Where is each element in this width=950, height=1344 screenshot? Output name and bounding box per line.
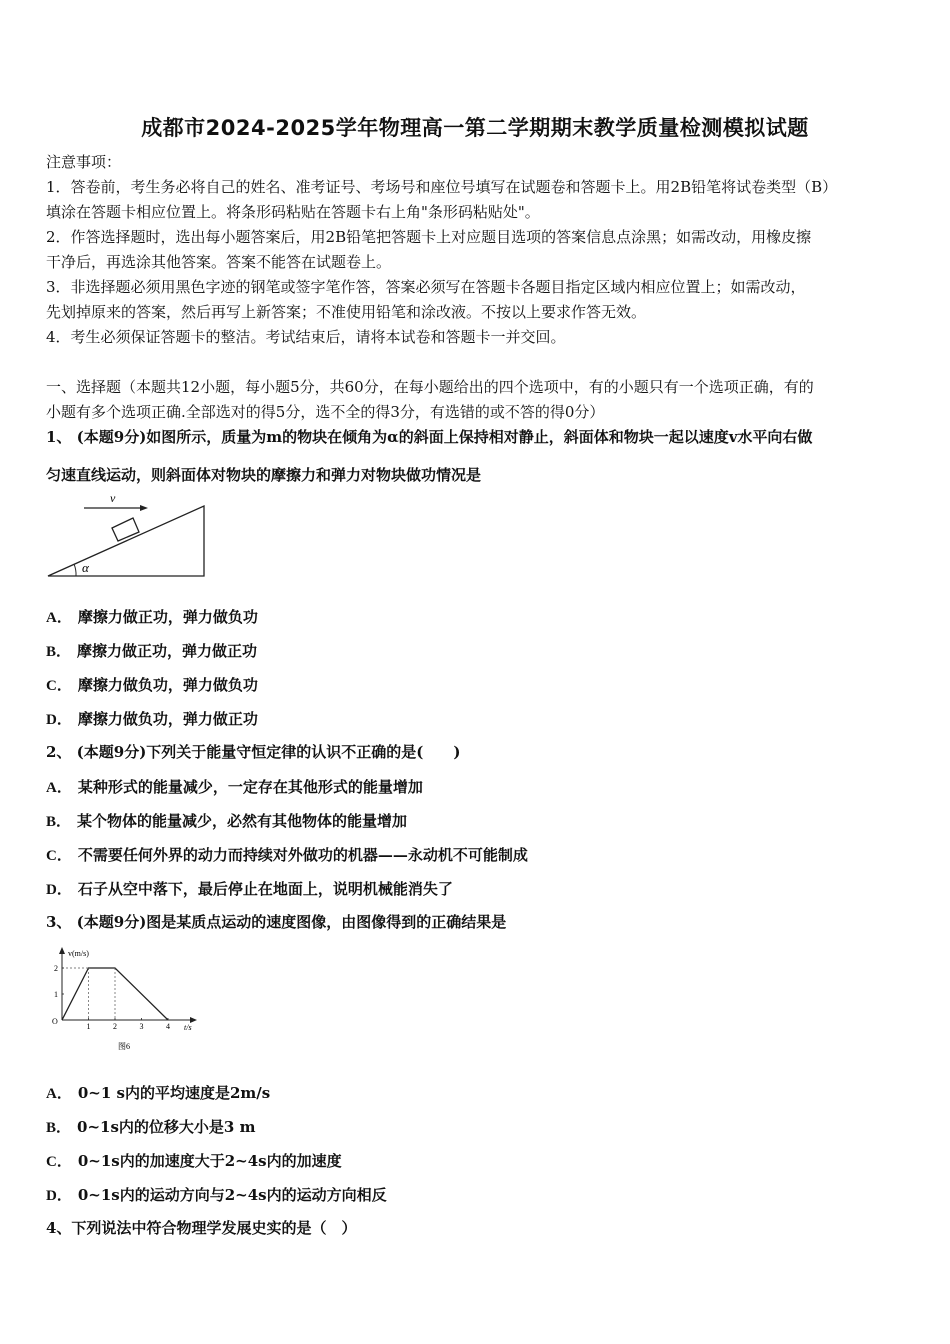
- x-tick-label: 1: [86, 1022, 91, 1031]
- option-item[interactable]: [46, 844, 528, 865]
- notice-line: 先划掉原来的答案，然后再写上新答案；不准使用铅笔和涂改液。不按以上要求作答无效。: [46, 303, 647, 321]
- notice-heading: 注意事项：: [46, 153, 122, 171]
- x-tick-label: 2: [113, 1022, 117, 1031]
- option-label: A．: [46, 610, 72, 626]
- option-text: 摩擦力做负功，弹力做负功: [77, 676, 258, 694]
- option-item[interactable]: [46, 674, 258, 695]
- x-tick-label: 4: [166, 1022, 170, 1031]
- option-item[interactable]: [46, 1184, 387, 1205]
- option-text: 0~1s内的运动方向与2~4s内的运动方向相反: [77, 1186, 387, 1204]
- arrow-head: [140, 505, 148, 511]
- angle-label: α: [82, 560, 89, 575]
- option-text: 石子从空中落下，最后停止在地面上，说明机械能消失了: [77, 880, 453, 898]
- option-label: C．: [46, 1154, 72, 1170]
- option-text: 不需要任何外界的动力而持续对外做功的机器——永动机不可能制成: [77, 846, 528, 864]
- q1-stem: 匀速直线运动，则斜面体对物块的摩擦力和弹力对物块做功情况是: [46, 466, 482, 484]
- y-axis-label: v(m/s): [68, 949, 89, 958]
- option-item[interactable]: [46, 640, 257, 661]
- q3-stem: 3、 (本题9分)图是某质点运动的速度图像，由图像得到的正确结果是: [46, 913, 507, 931]
- angle-arc: [74, 564, 76, 576]
- q3-velocity-time-chart: [44, 944, 204, 1056]
- section-header: 小题有多个选项正确.全部选对的得5分，选不全的得3分，有选错的或不答的得0分）: [46, 403, 605, 421]
- option-item[interactable]: [46, 776, 423, 797]
- option-text: 某种形式的能量减少，一定存在其他形式的能量增加: [77, 778, 423, 796]
- notice-line: 4．考生必须保证答题卡的整洁。考试结束后，请将本试卷和答题卡一并交回。: [46, 328, 566, 346]
- notice-line: 3．非选择题必须用黑色字迹的钢笔或签字笔作答，答案必须写在答题卡各题目指定区域内相应位置上；如需改动，: [46, 278, 806, 296]
- option-item[interactable]: [46, 1082, 270, 1103]
- chart-marks: [54, 964, 170, 1031]
- option-item[interactable]: [46, 606, 258, 627]
- option-item[interactable]: [46, 1150, 342, 1171]
- notice-line: 2．作答选择题时，选出每小题答案后，用2B铅笔把答题卡上对应题目选项的答案信息点涂黑；如需改动，用橡皮擦: [46, 228, 812, 246]
- section-header: 一、选择题（本题共12小题，每小题5分，共60分，在每小题给出的四个选项中，有的小题只有一个选项正确，有的: [46, 378, 814, 396]
- option-item[interactable]: [46, 878, 453, 899]
- option-text: 0~1s内的加速度大于2~4s内的加速度: [77, 1152, 342, 1170]
- page-title: 成都市2024-2025学年物理高一第二学期期末教学质量检测模拟试题: [141, 116, 809, 140]
- incline-triangle: [48, 506, 204, 576]
- option-label: A．: [46, 1086, 72, 1102]
- option-label: D．: [46, 712, 72, 728]
- x-tick-label: 3: [139, 1022, 144, 1031]
- x-axis-label: t/s: [184, 1023, 192, 1032]
- option-label: C．: [46, 848, 72, 864]
- option-label: C．: [46, 678, 72, 694]
- option-text: 某个物体的能量减少，必然有其他物体的能量增加: [77, 812, 408, 830]
- y-tick-label: 2: [54, 964, 58, 973]
- q1-incline-figure: [40, 488, 220, 583]
- q2-stem: 2、 (本题9分)下列关于能量守恒定律的认识不正确的是( ): [46, 743, 461, 761]
- option-label: A．: [46, 780, 72, 796]
- option-item[interactable]: [46, 708, 258, 729]
- option-item[interactable]: [46, 1116, 255, 1137]
- option-item[interactable]: [46, 810, 407, 831]
- option-label: B．: [46, 1120, 72, 1136]
- y-axis-arrow: [59, 947, 65, 954]
- option-text: 摩擦力做负功，弹力做正功: [77, 710, 258, 728]
- option-text: 0~1 s内的平均速度是2m/s: [77, 1084, 271, 1102]
- option-text: 摩擦力做正功，弹力做负功: [77, 608, 258, 626]
- origin-label: O: [52, 1017, 58, 1026]
- notice-line: 填涂在答题卡相应位置上。将条形码粘贴在答题卡右上角"条形码粘贴处"。: [46, 203, 540, 221]
- option-text: 0~1s内的位移大小是3 m: [77, 1118, 256, 1136]
- chart-caption: 图6: [118, 1042, 130, 1051]
- option-label: D．: [46, 1188, 72, 1204]
- option-label: B．: [46, 814, 72, 830]
- option-text: 摩擦力做正功，弹力做正功: [77, 642, 258, 660]
- option-label: B．: [46, 644, 72, 660]
- q4-stem: 4、下列说法中符合物理学发展史实的是（ ）: [46, 1219, 357, 1237]
- y-tick-label: 1: [54, 990, 58, 999]
- option-label: D．: [46, 882, 72, 898]
- notice-line: 1．答卷前，考生务必将自己的姓名、准考证号、考场号和座位号填写在试题卷和答题卡上。用2B铅笔将试卷类型（B）: [46, 178, 838, 196]
- notice-line: 干净后，再选涂其他答案。答案不能答在试题卷上。: [46, 253, 392, 271]
- q1-stem: 1、 (本题9分)如图所示，质量为m的物块在倾角为α的斜面上保持相对静止，斜面体和物块一起以速度v水平向右做: [46, 428, 813, 446]
- velocity-label: v: [110, 491, 116, 505]
